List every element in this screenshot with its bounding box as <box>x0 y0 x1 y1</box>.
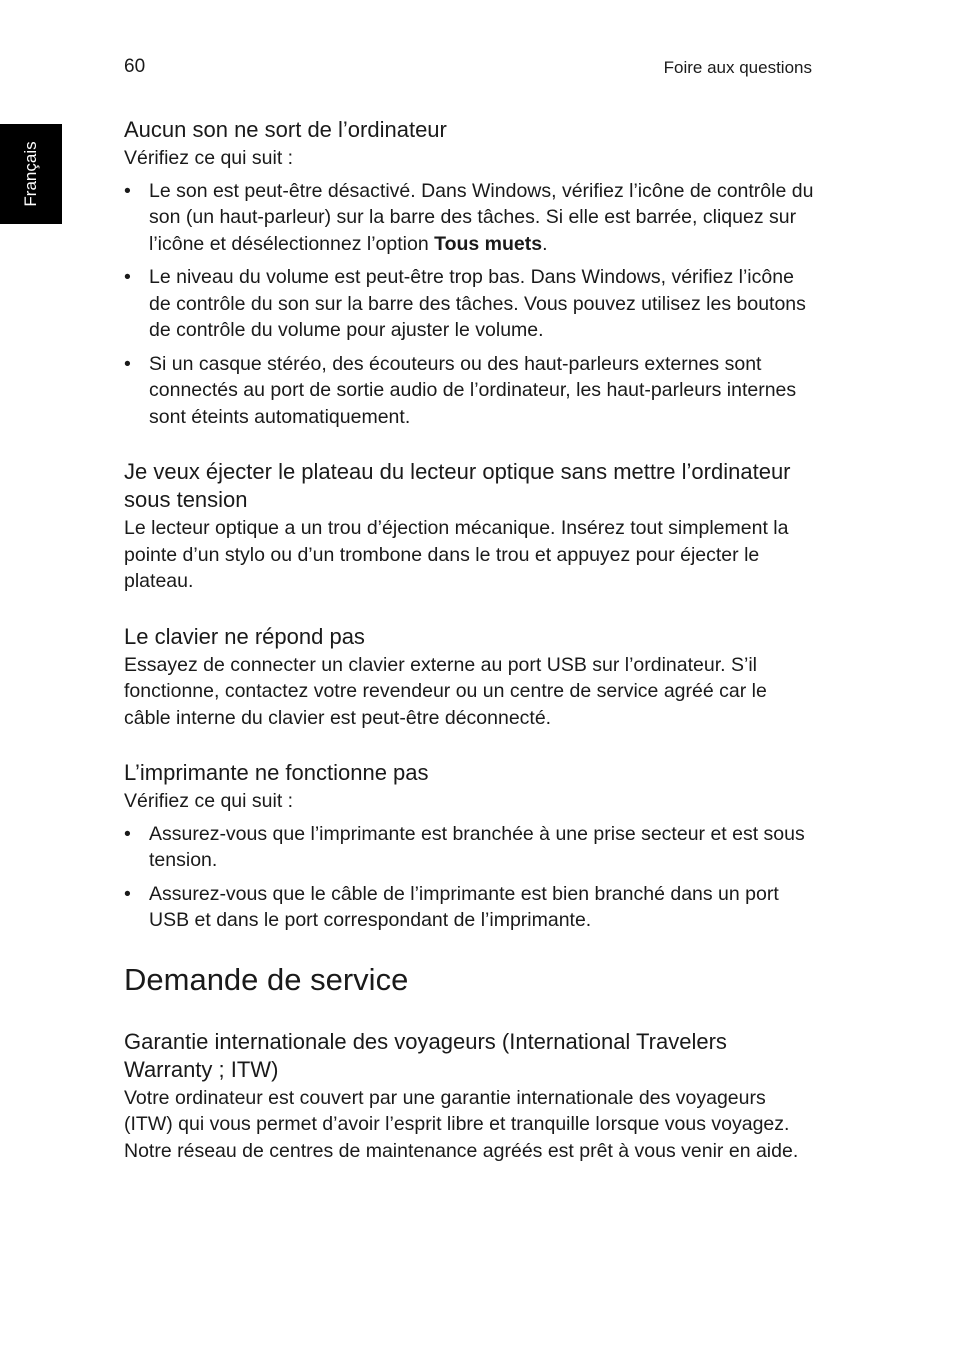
list-item: • Assurez-vous que le câble de l’imprimante est bien branché dans un port USB et dans le port correspondant de l’imprimante. <box>124 881 814 934</box>
chapter-heading: Demande de service <box>124 961 409 997</box>
chapter-title: Foire aux questions <box>663 58 812 77</box>
bullet-bold-text: Tous muets <box>434 232 543 255</box>
section-body: Votre ordinateur est couvert par une garantie internationale des voyageurs (ITW) qui vous permet d’avoir l’esprit libre et tranquille lorsque vous voyagez. Notre réseau de centres de maintenance agréés est prêt à vous venir en aide. <box>124 1086 799 1162</box>
section-body: Le lecteur optique a un trou d’éjection mécanique. Insérez tout simplement la pointe d’un stylo ou d’un trombone dans le trou et appuyez pour éjecter le plateau. <box>124 517 789 592</box>
section-title: Le clavier ne répond pas <box>124 623 365 649</box>
language-tab <box>0 124 62 224</box>
bullet-list <box>124 178 814 431</box>
bullet-text: Le son est peut-être désactivé. Dans Windows, vérifiez l’icône de contrôle du son (un haut-parleur) sur la barre des tâches. Si elle est barrée, cliquez sur l’icône et désélectionnez l’option <box>149 179 814 255</box>
page-number: 60 <box>124 56 146 77</box>
section-printer <box>124 759 814 934</box>
section-keyboard <box>124 623 814 732</box>
language-tab-label: Français <box>21 141 40 207</box>
section-itw <box>124 1028 814 1165</box>
section-eject <box>124 458 814 595</box>
page-content <box>124 116 814 1192</box>
section-intro: Vérifiez ce qui suit : <box>124 790 294 812</box>
section-body: Essayez de connecter un clavier externe au port USB sur l’ordinateur. S’il fonctionne, contactez votre revendeur ou un centre de service agréé car le câble interne du clavier est peut-être déconnecté. <box>124 653 767 729</box>
list-item: • Assurez-vous que l’imprimante est branchée à une prise secteur et est sous tension. <box>124 821 814 874</box>
bullet-text-end: . <box>542 232 548 255</box>
section-no-sound <box>124 116 814 430</box>
section-title: Garantie internationale des voyageurs (International Travelers Warranty ; ITW) <box>124 1028 727 1082</box>
bullet-list <box>124 821 814 934</box>
section-title: Aucun son ne sort de l’ordinateur <box>124 117 447 142</box>
section-title: L’imprimante ne fonctionne pas <box>124 760 429 785</box>
section-intro: Vérifiez ce qui suit : <box>124 147 294 169</box>
section-title: Je veux éjecter le plateau du lecteur optique sans mettre l’ordinateur sous tension <box>124 459 791 512</box>
list-item <box>124 178 814 258</box>
list-item: • Le niveau du volume est peut-être trop bas. Dans Windows, vérifiez l’icône de contrôle du son sur la barre des tâches. Vous pouvez utilisez les boutons de contrôle du volume pour ajuster le volume. <box>124 264 814 344</box>
list-item: • Si un casque stéréo, des écouteurs ou des haut-parleurs externes sont connectés au port de sortie audio de l’ordinateur, les haut-parleurs internes sont éteints automatiquement. <box>124 351 814 431</box>
